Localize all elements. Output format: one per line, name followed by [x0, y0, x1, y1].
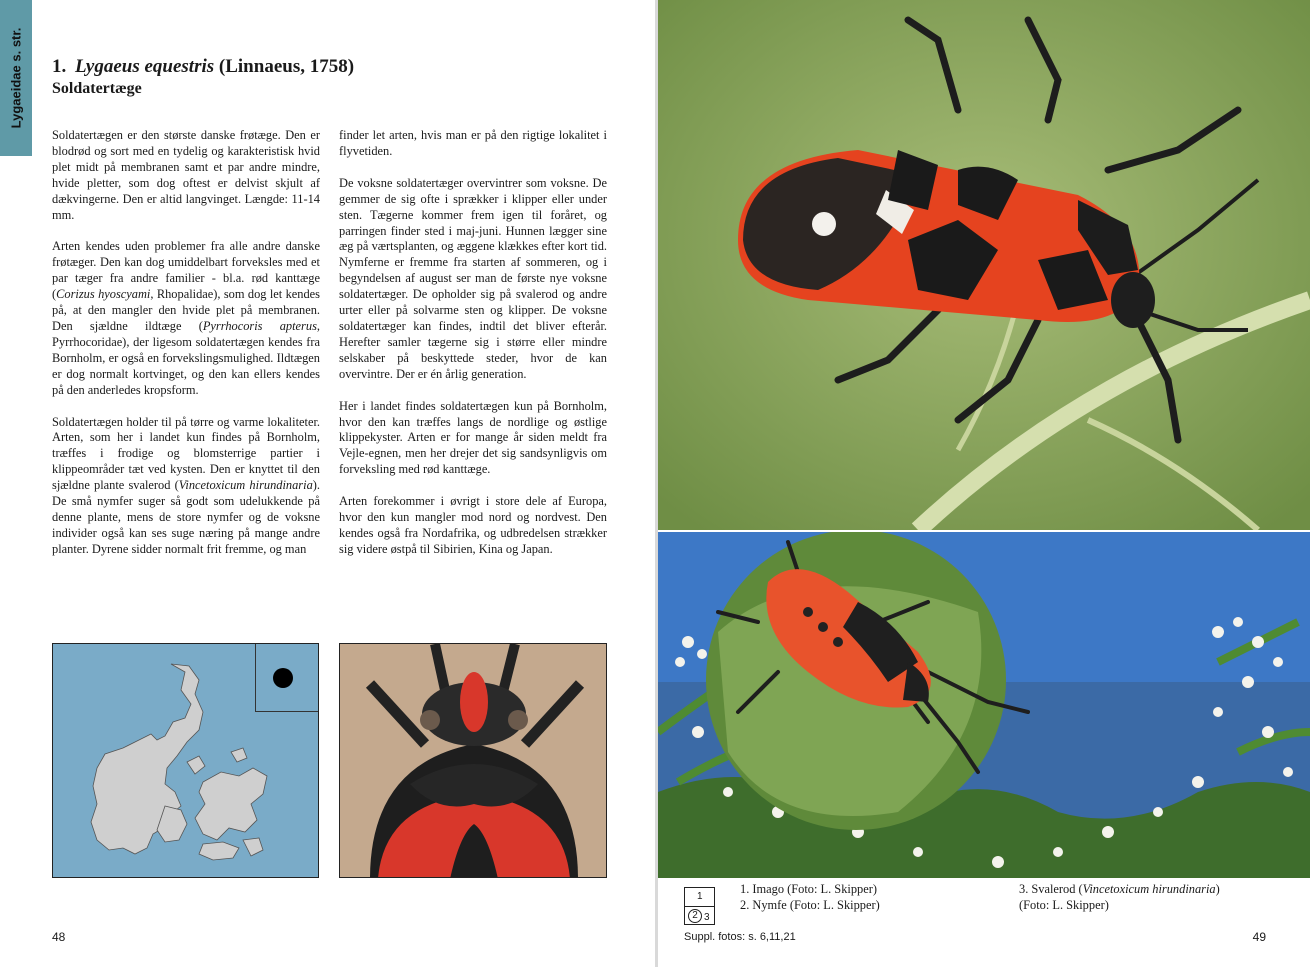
bornholm-inset	[255, 644, 318, 712]
family-label: Lygaeidae s. str.	[8, 27, 24, 129]
caption-column-2	[1019, 882, 1220, 913]
common-name: Soldatertæge	[52, 80, 142, 97]
right-page	[658, 0, 1310, 967]
paragraph-lifecycle: De voksne soldatertæger overvintrer som voksne. De gemmer de sig ofte i sprækker i klipper eller under sten. Tægerne kommer frem igen til foråret, og parringen finder sted i maj-juni. Hunnen lægger sine æg på værtsplanten, og æggene klækkes efter kort tid. Nymferne er fremme fra starten af sommeren, og i begyndelsen af august ser man de første nye voksne soldatertæger. De opholder sig på svalerod og andre urter eller på solvarme sten og klipper. De voksne soldatertæger kan findes, indtil det bliver efterår. Herefter samler tægerne sig i større eller mindre selskaber på beskyttede steder, hvor de kan overvintre. Der er én årlig generation.	[339, 175, 607, 381]
paragraph-description: Soldatertægen er den største danske frøtæge. Den er blodrød og sort med en tydelig og karakteristisk hvid plet midt på membranen samt et par andre mindre, hvide pletter, som dog oftest er delvist skjult af dækvingerne. Den er altid langvinget. Længde: 11-14 mm.	[52, 128, 320, 222]
key-number-2-circled: 2	[688, 909, 702, 923]
sci-name-pyrrhocoris: Pyrrhocoris apterus	[202, 318, 317, 333]
family-side-tab	[0, 0, 32, 156]
caption-column-1	[740, 882, 880, 913]
distribution-map	[52, 643, 319, 878]
text-column-left	[52, 128, 320, 574]
authority: (Linnaeus, 1758)	[218, 56, 355, 77]
paragraph-identification: Arten kendes uden problemer fra alle andre danske frøtæger. Den kan dog umiddelbart forveksles med et par tæger fra andre familier - bl.a. rød kanttæge (Corizus hyoscyami, Rhopalidae), som dog let kendes på, at den mangler den hvide plet på membranen. Den sjældne ildtæge (Pyrrhocoris apterus, Pyrrhocoridae), der ligesom soldatertægen kendes fra Bornholm, er også en forvekslingsmulighed. Ildtægen er dog normalt kortvinget, og den kan ellers kendes på den anderledes kropsform.	[52, 239, 321, 397]
text-column-right	[339, 128, 607, 574]
sci-name-corizus: Corizus hyoscyami	[56, 287, 151, 302]
caption-sci-name: Vincetoxicum hirundinaria	[1082, 882, 1216, 896]
bug-thorax-image-icon	[340, 644, 607, 878]
caption-nymph: 2. Nymfe (Foto: L. Skipper)	[740, 897, 880, 912]
paragraph-distribution-dk: Her i landet findes soldatertægen kun på Bornholm, hvor den kan træffes langs de nordlige og østlige klippekyster. Arten er for mange år siden meldt fra Vejle-egnen, men her drejer det sig sandsynligvis om forveksling med rød kanttæge.	[339, 398, 607, 477]
sci-name-vincetoxicum: Vincetoxicum hirundinaria	[178, 478, 313, 493]
page-number-left: 48	[52, 930, 66, 944]
bug-imago-image-icon	[658, 0, 1310, 530]
paragraph-distribution-world: Arten forekommer i øvrigt i store dele af Europa, hvor den kun mangler mod nord og nordvest. Den kendes også fra Nordafrika, og udbredelsen strækker sig videre østpå til Sibirien, Kina og Japan.	[339, 494, 607, 556]
caption-svalerod-credit: (Foto: L. Skipper)	[1019, 897, 1109, 912]
flowers-nymph-image-icon	[658, 532, 1310, 878]
photo-imago	[658, 0, 1310, 530]
photo-thorax-closeup	[339, 643, 607, 878]
key-divider	[685, 906, 714, 907]
supplementary-photos-note: Suppl. fotos: s. 6,11,21	[684, 931, 796, 943]
occurrence-dot-icon	[273, 668, 293, 688]
species-title	[52, 56, 354, 78]
species-number: 1.	[52, 56, 67, 77]
scientific-name: Lygaeus equestris	[75, 56, 215, 77]
photo-nymph-and-svalerod	[658, 532, 1310, 878]
page-number-right: 49	[1252, 930, 1266, 944]
caption-svalerod: 3. Svalerod (Vincetoxicum hirundinaria)	[1019, 882, 1220, 896]
photo-position-key	[684, 887, 715, 925]
caption-imago: 1. Imago (Foto: L. Skipper)	[740, 882, 877, 896]
paragraph-habitat: Soldatertægen holder til på tørre og varme lokaliteter. Arten, som her i landet kun findes på Bornholm, træffes i frodige og blomsterrige partier i klippeområder tæt ved kysten. Den er knyttet til den sjældne plante svalerod (Vincetoxicum hirundinaria). De små nymfer suger så godt som udelukkende på denne plante, mens de store nymfer og de voksne individer også kan ses suge næring på mange andre planter. Dyrene sidder normalt frit fremme, og man	[52, 414, 320, 556]
key-number-3: 3	[704, 912, 710, 923]
key-number-1: 1	[697, 891, 703, 902]
paragraph-continued: finder let arten, hvis man er på den rigtige lokalitet i flyvetiden.	[339, 128, 607, 158]
